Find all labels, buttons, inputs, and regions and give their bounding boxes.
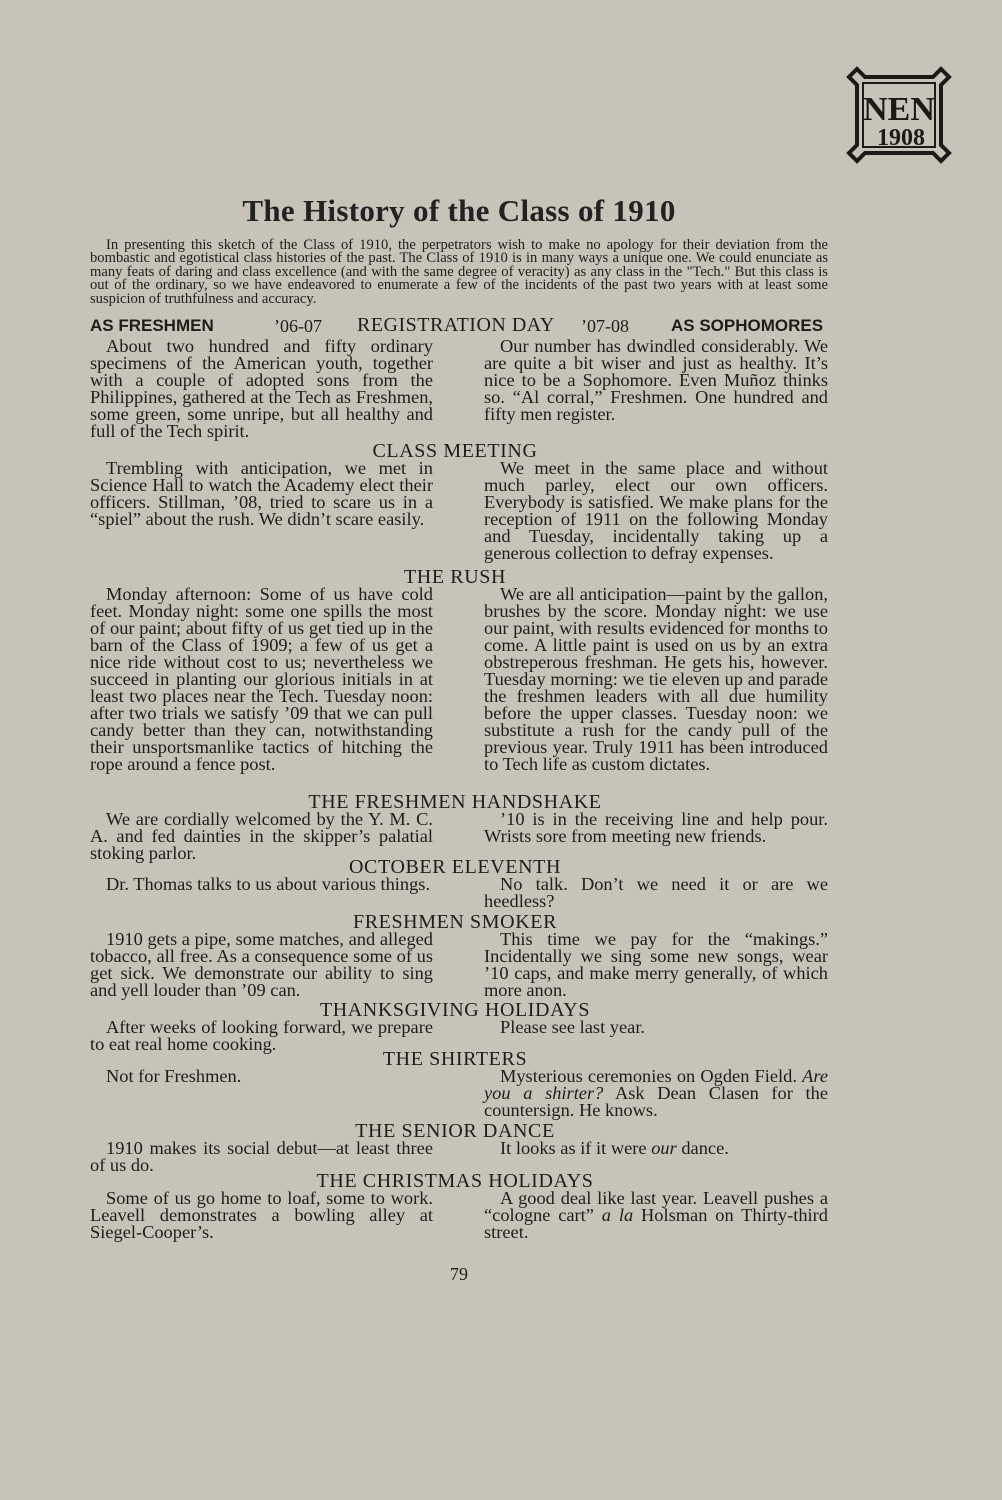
- sophomores-column-text: [484, 1140, 828, 1174]
- freshmen-column-text: [90, 1068, 433, 1119]
- text-segment: This time we pay for the “makings.” Incidentally we sing some new songs, wear ’10 caps, and make merry generally, of which more anon.: [484, 929, 828, 1000]
- italic-text: a la: [601, 1205, 634, 1225]
- text-segment: 1910 makes its social debut—at least three of us do.: [90, 1138, 433, 1175]
- freshmen-label: AS FRESHMEN: [90, 316, 214, 335]
- text-segment: About two hundred and fifty ordinary specimens of the American youth, together with a couple of adopted sons from the Philippines, gathered at the Tech as Freshmen, some green, some unripe, but all healthy and full of the Tech spirit.: [90, 336, 433, 441]
- text-segment: Ask Dean Clasen for the countersign. He knows.: [484, 1083, 828, 1120]
- freshmen-column-text: [90, 1019, 433, 1053]
- text-segment: 1910 gets a pipe, some matches, and alleged tobacco, all free. As a consequence some of us get sick. We demonstrate our ability to sing and yell louder than ’09 can.: [90, 929, 433, 1000]
- section-heading: THE SENIOR DANCE: [355, 1120, 555, 1142]
- text-segment: Please see last year.: [500, 1017, 646, 1037]
- freshmen-column-text: [90, 931, 433, 999]
- text-segment: No talk. Don’t we need it or are we heedless?: [484, 874, 828, 911]
- section-heading: CLASS MEETING: [372, 440, 538, 462]
- class-1908-logo: [845, 65, 953, 165]
- text-segment: ’10 is in the receiving line and help pour. Wrists sore from meeting new friends.: [484, 809, 828, 846]
- history-section: [90, 338, 828, 440]
- section-heading: THE RUSH: [403, 566, 507, 588]
- history-section: [90, 568, 828, 773]
- section-heading: FRESHMEN SMOKER: [352, 911, 558, 933]
- history-section: [90, 1050, 828, 1119]
- freshmen-column-text: [90, 460, 433, 562]
- text-segment: Holsman on Thirty-third street.: [484, 1205, 828, 1242]
- sophomores-column-text: [484, 811, 828, 862]
- freshmen-column-text: [90, 338, 433, 440]
- sophomores-column-text: [484, 460, 828, 562]
- text-segment: After weeks of looking forward, we prepare to eat real home cooking.: [90, 1017, 433, 1054]
- text-segment: Dr. Thomas talks to us about various things.: [106, 874, 431, 894]
- freshmen-year: ’06-07: [274, 316, 322, 336]
- freshmen-column-text: [90, 876, 433, 910]
- svg-text:1908: 1908: [877, 125, 925, 151]
- page-number: 79: [450, 1264, 468, 1284]
- text-segment: Monday afternoon: Some of us have cold feet. Monday night: some one spills the most of our paint; about fifty of us get tied up in the barn of the Class of 1909; a few of us get a nice ride without cost to us; nevertheless we succeed in planting our glorious initials in at least two places near the Tech. Tuesday noon: after two trials we satisfy ’09 that we can pull candy better than they can, notwithstanding their unsportsmanlike tactics of hitching the rope around a fence post.: [90, 584, 433, 774]
- section-heading: THANKSGIVING HOLIDAYS: [319, 999, 591, 1021]
- freshmen-column-text: [90, 1190, 433, 1241]
- history-section: [90, 913, 828, 999]
- sophomores-year: ’07-08: [581, 316, 629, 336]
- text-segment: We are all anticipation—paint by the gallon, brushes by the score. Monday night: we use our paint, with results evidenced for months to come. A little paint is used on us by an extra obstreperous freshman. He gets his, however. Tuesday morning: we tie eleven up and parade the freshmen leaders with all due humility before the upper classes. Tuesday noon: we substitute a rush for the candy pull of the previous year. Truly 1911 has been introduced to Tech life as custom dictates.: [484, 584, 828, 774]
- italic-text: our: [651, 1138, 677, 1158]
- sophomores-column-text: [484, 586, 828, 773]
- text-segment: Mysterious ceremonies on Ogden Field.: [500, 1066, 803, 1086]
- intro-paragraph: In presenting this sketch of the Class of 1910, the perpetrators wish to make no apology for their deviation from the bombastic and egotistical class histories of the past. The Class of 1910 is in many ways a unique one. We could enunciate as many feats of daring and class excellence (and with the same degree of veracity) as any class in the "Tech." But this class is out of the ordinary, so we have endeavored to enumerate a few of the incidents of the past two years with at least some suspicion of truthfulness and accuracy.: [90, 237, 828, 307]
- history-section: [90, 442, 828, 562]
- sophomores-column-text: [484, 1068, 828, 1119]
- section-heading: THE CHRISTMAS HOLIDAYS: [316, 1170, 594, 1192]
- italic-text: Are you a shirter?: [484, 1066, 828, 1103]
- registration-day-heading: REGISTRATION DAY: [357, 314, 555, 336]
- section-heading: THE FRESHMEN HANDSHAKE: [308, 791, 602, 813]
- history-section: [90, 1122, 828, 1174]
- history-section: [90, 1001, 828, 1053]
- section-heading: OCTOBER ELEVENTH: [349, 856, 561, 878]
- history-section: [90, 793, 828, 862]
- sophomores-label: AS SOPHOMORES: [671, 316, 824, 335]
- page-title: The History of the Class of 1910: [242, 193, 676, 228]
- text-segment: We are cordially welcomed by the Y. M. C. A. and fed dainties in the skipper’s palatial stoking parlor.: [90, 809, 433, 863]
- text-segment: dance.: [676, 1138, 729, 1158]
- sophomores-column-text: [484, 876, 828, 910]
- text-segment: It looks as if it were: [500, 1138, 652, 1158]
- history-section: [90, 858, 828, 910]
- text-segment: Our number has dwindled considerably. We are quite a bit wiser and just as healthy. It’s nice to be a Sophomore. Even Muñoz thinks so. “Al corral,” Freshmen. One hundred and fifty men register.: [484, 336, 828, 424]
- sophomores-column-text: [484, 931, 828, 999]
- text-segment: Trembling with anticipation, we met in Science Hall to watch the Academy elect their officers. Stillman, ’08, tried to scare us in a “spiel” about the rush. We didn’t scare easily.: [90, 458, 433, 529]
- text-segment: Some of us go home to loaf, some to work. Leavell demonstrates a bowling alley at Siegel-Cooper’s.: [90, 1188, 433, 1242]
- sophomores-column-text: [484, 1019, 828, 1053]
- section-heading: THE SHIRTERS: [382, 1048, 528, 1070]
- text-segment: Not for Freshmen.: [106, 1066, 242, 1086]
- history-section: [90, 1172, 828, 1241]
- sophomores-column-text: [484, 338, 828, 440]
- sophomores-column-text: [484, 1190, 828, 1241]
- freshmen-column-text: [90, 1140, 433, 1174]
- freshmen-column-text: [90, 811, 433, 862]
- text-segment: We meet in the same place and without much parley, elect our own officers. Everybody is satisfied. We make plans for the reception of 1911 on the following Monday and Tuesday, incidentally taking up a generous collection to defray expenses.: [484, 458, 828, 563]
- svg-text:NEN: NEN: [863, 91, 935, 128]
- text-segment: A good deal like last year. Leavell pushes a “cologne cart”: [484, 1188, 828, 1225]
- freshmen-column-text: [90, 586, 433, 773]
